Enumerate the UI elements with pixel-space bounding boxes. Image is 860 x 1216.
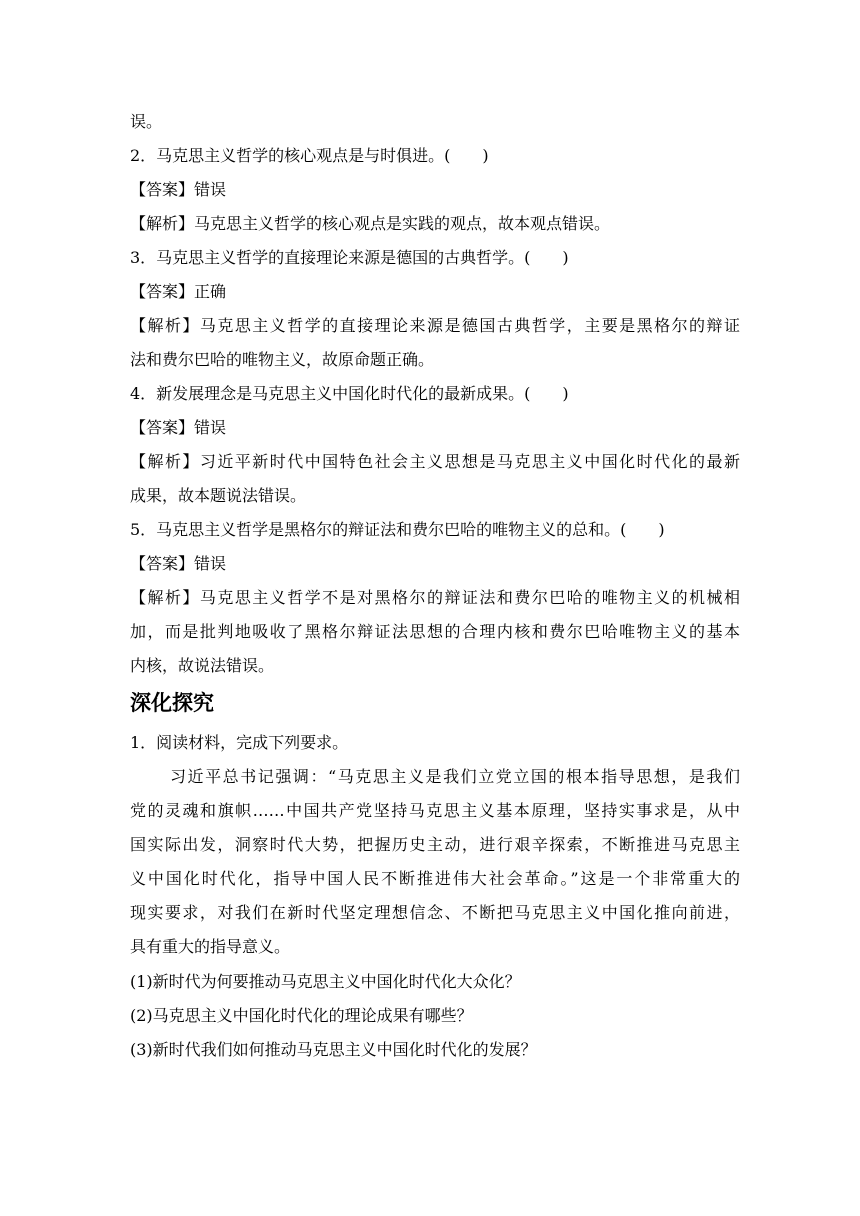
quote-line-4: 义中国化时代化，指导中国人民不断推进伟大社会革命。”这是一个非常重大的 (130, 869, 740, 888)
analysis-5-line-3: 内核，故说法错误。 (130, 656, 275, 675)
analysis-4-line-1: 【解析】习近平新时代中国特色社会主义思想是马克思主义中国化时代化的最新 (130, 452, 740, 471)
question-intro: 1．阅读材料，完成下列要求。 (130, 733, 349, 752)
quote-line-3: 国实际出发，洞察时代大势，把握历史主动，进行艰辛探索，不断推进马克思主 (130, 835, 740, 854)
answer-3: 【答案】正确 (130, 282, 227, 301)
answer-2: 【答案】错误 (130, 180, 227, 199)
question-5: 5．马克思主义哲学是黑格尔的辩证法和费尔巴哈的唯物主义的总和。( ) (130, 520, 665, 539)
question-2: 2．马克思主义哲学的核心观点是与时俱进。( ) (130, 146, 489, 165)
analysis-4-line-2: 成果，故本题说法错误。 (130, 486, 307, 505)
sub-question-1: (1)新时代为何要推动马克思主义中国化时代化大众化？ (130, 972, 521, 991)
analysis-3-line-1: 【解析】马克思主义哲学的直接理论来源是德国古典哲学，主要是黑格尔的辩证 (130, 316, 740, 335)
quote-line-1: 习近平总书记强调：“马克思主义是我们立党立国的根本指导思想，是我们 (170, 767, 740, 786)
analysis-5-line-2: 加，而是批判地吸收了黑格尔辩证法思想的合理内核和费尔巴哈唯物主义的基本 (130, 622, 740, 641)
analysis-5-line-1: 【解析】马克思主义哲学不是对黑格尔的辩证法和费尔巴哈的唯物主义的机械相 (130, 588, 740, 607)
analysis-2: 【解析】马克思主义哲学的核心观点是实践的观点，故本观点错误。 (130, 214, 611, 233)
text-line: 误。 (130, 112, 163, 131)
question-4: 4．新发展理念是马克思主义中国化时代化的最新成果。( ) (130, 384, 569, 403)
answer-5: 【答案】错误 (130, 554, 227, 573)
sub-question-3: (3)新时代我们如何推动马克思主义中国化时代化的发展？ (130, 1040, 537, 1059)
section-heading: 深化探究 (130, 691, 214, 715)
quote-line-5: 现实要求，对我们在新时代坚定理想信念、不断把马克思主义中国化推向前进， (130, 903, 740, 922)
quote-line-6: 具有重大的指导意义。 (130, 937, 291, 956)
quote-line-2: 党的灵魂和旗帜……中国共产党坚持马克思主义基本原理，坚持实事求是，从中 (130, 801, 740, 820)
question-3: 3．马克思主义哲学的直接理论来源是德国的古典哲学。( ) (130, 248, 569, 267)
sub-question-2: (2)马克思主义中国化时代化的理论成果有哪些？ (130, 1006, 473, 1025)
analysis-3-line-2: 法和费尔巴哈的唯物主义，故原命题正确。 (130, 350, 435, 369)
answer-4: 【答案】错误 (130, 418, 227, 437)
